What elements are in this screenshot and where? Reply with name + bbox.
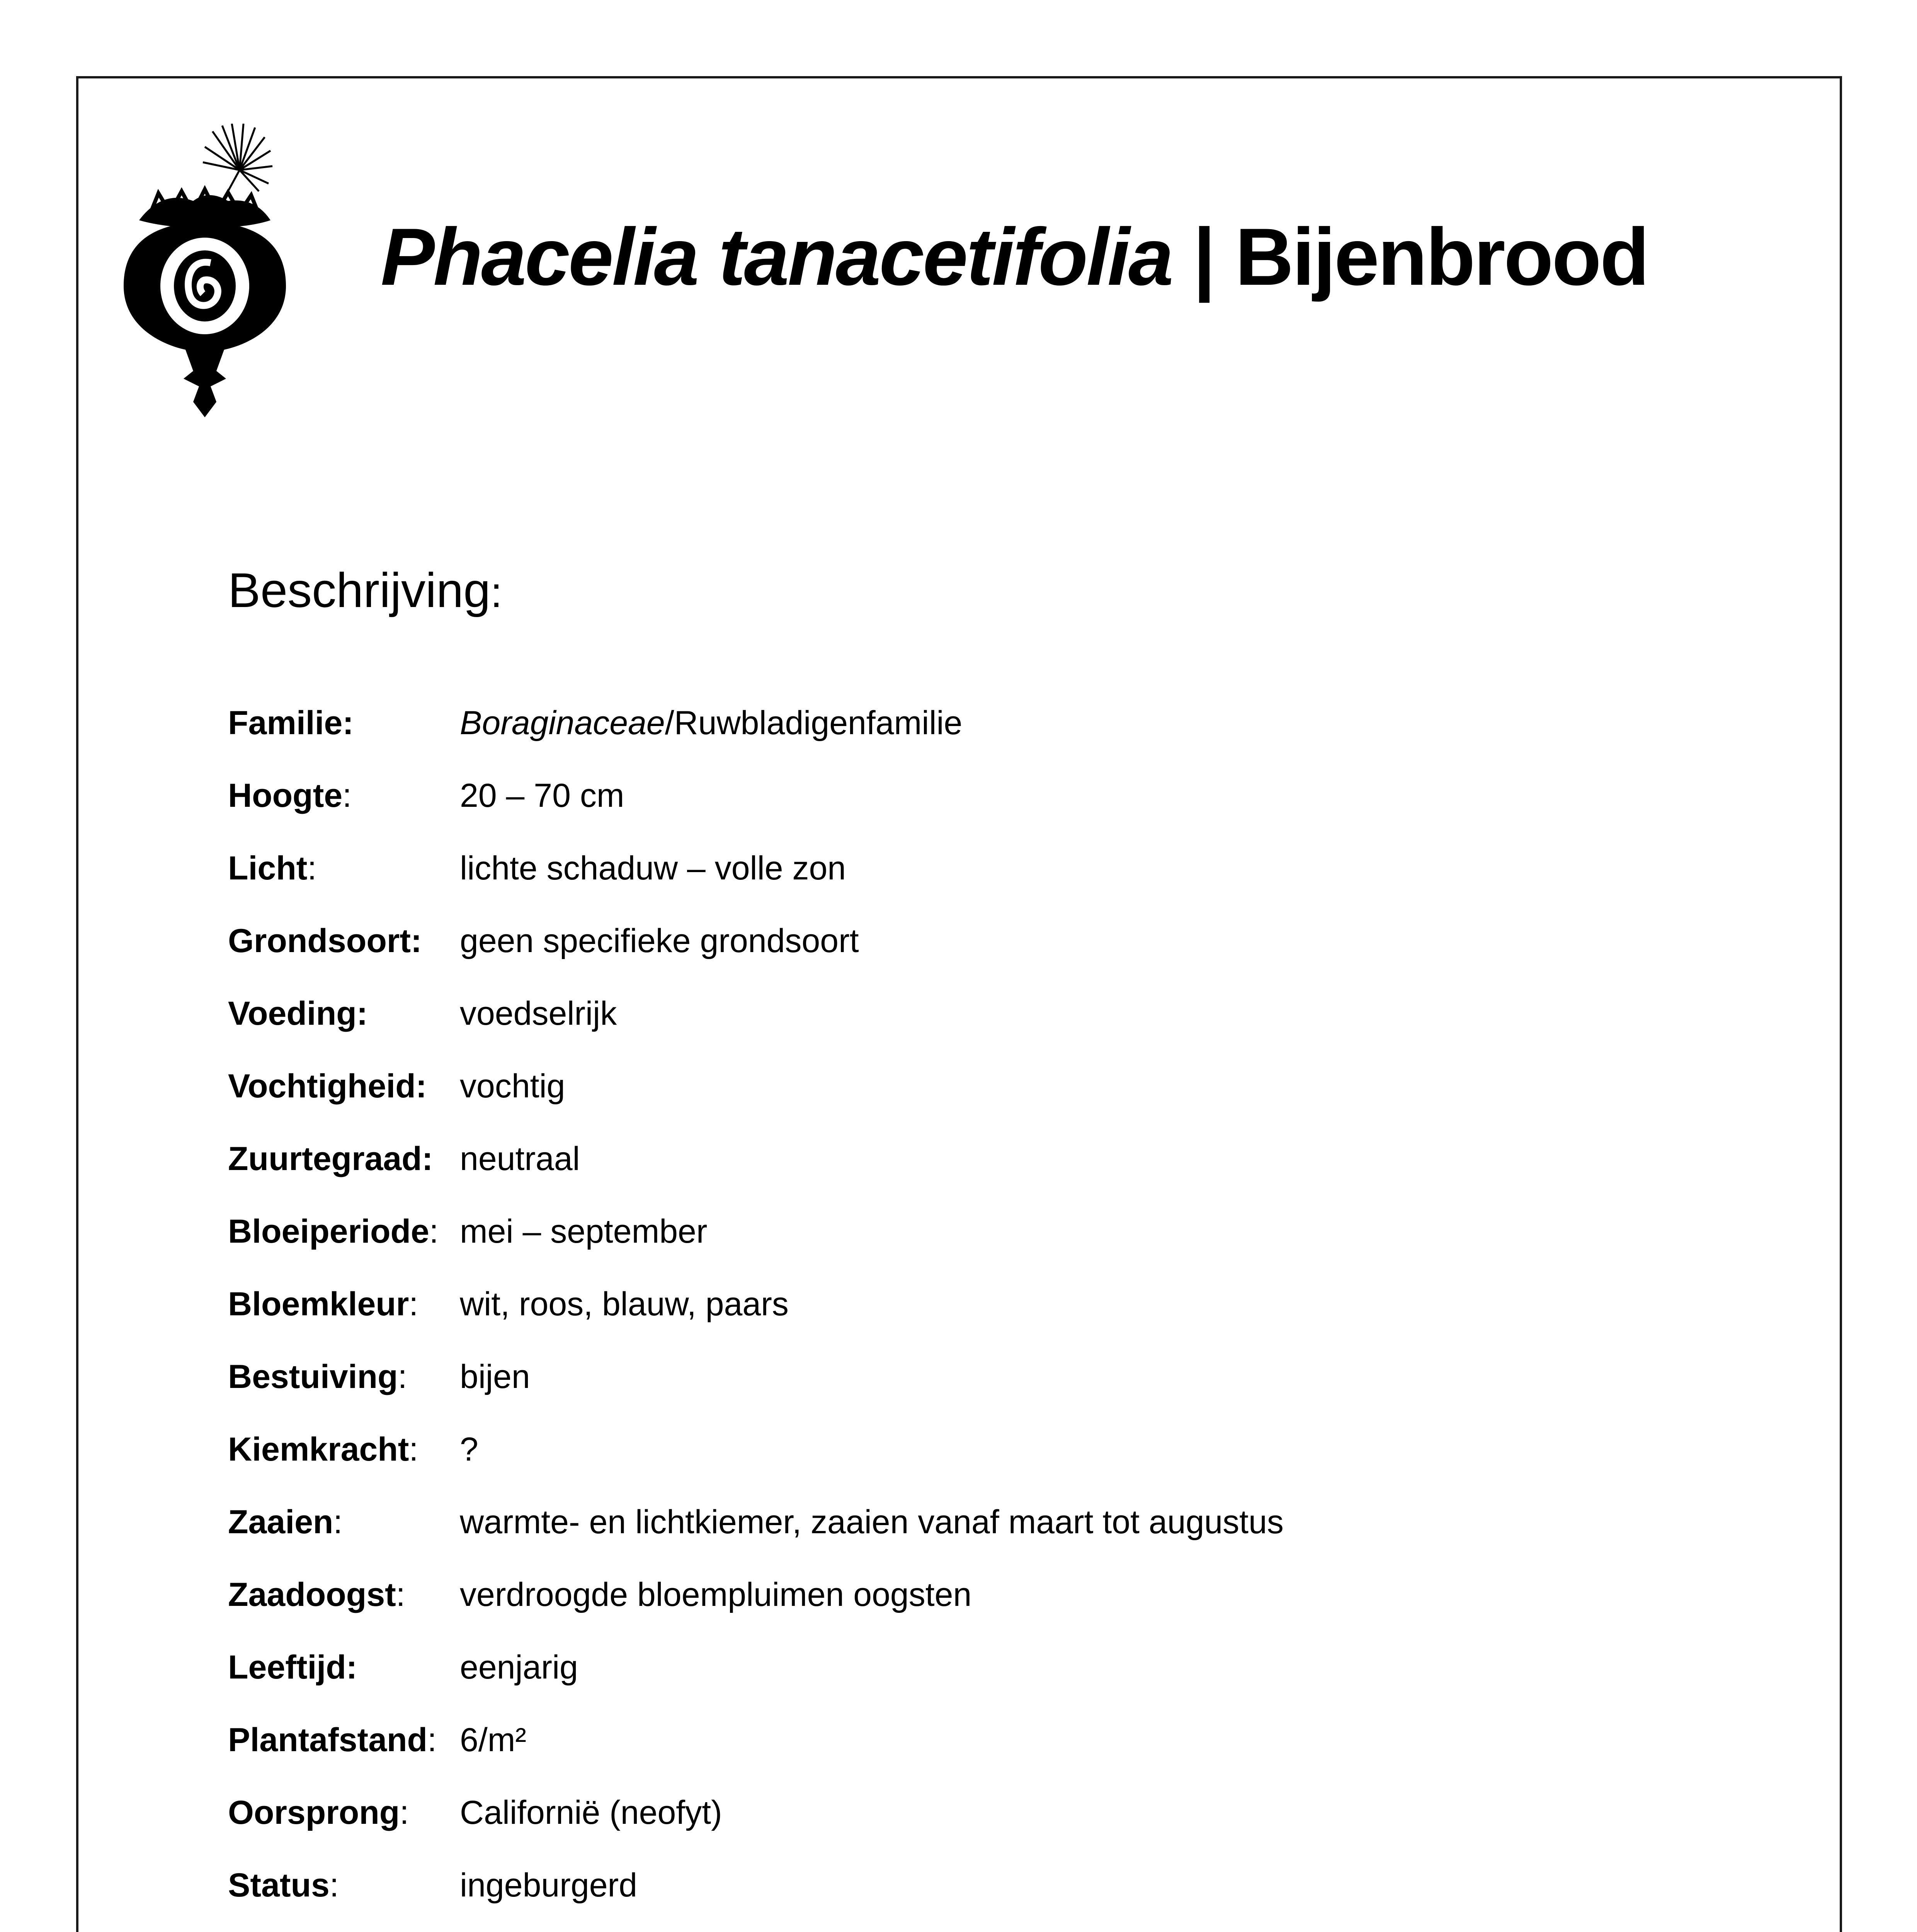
description-row xyxy=(228,1356,1696,1429)
description-row xyxy=(228,775,1696,848)
row-value xyxy=(460,920,859,962)
description-row xyxy=(228,702,1696,775)
section-heading-colon: : xyxy=(490,569,502,616)
page-title xyxy=(381,211,1648,302)
row-label-text: Oorsprong xyxy=(228,1794,400,1831)
row-value xyxy=(460,1211,708,1253)
row-value xyxy=(460,1647,578,1689)
row-value xyxy=(460,1138,580,1180)
row-label-text: Status xyxy=(228,1867,330,1904)
row-label-text: Zuurtegraad xyxy=(228,1140,422,1177)
row-label xyxy=(228,1429,418,1471)
row-value-text: eenjarig xyxy=(460,1649,578,1686)
row-label xyxy=(228,848,316,889)
row-value-text: voedselrijk xyxy=(460,995,617,1032)
row-label-text: Leeftijd xyxy=(228,1649,346,1686)
row-value-text: neutraal xyxy=(460,1140,580,1177)
row-label-colon: : xyxy=(342,704,354,742)
row-value-italic: Boraginaceae xyxy=(460,704,665,742)
row-label-text: Hoogte xyxy=(228,777,343,814)
row-label-text: Plantafstand xyxy=(228,1721,428,1759)
row-value xyxy=(460,848,846,889)
description-list xyxy=(228,702,1696,1932)
description-row xyxy=(228,1574,1696,1647)
row-label-text: Kiemkracht xyxy=(228,1431,409,1468)
row-value xyxy=(460,1792,722,1834)
row-label-colon: : xyxy=(398,1358,407,1395)
row-value xyxy=(460,1356,530,1398)
row-value xyxy=(460,1284,789,1325)
row-value xyxy=(460,1574,971,1616)
row-label-text: Vochtigheid xyxy=(228,1068,416,1105)
row-label-text: Licht xyxy=(228,850,308,887)
row-label xyxy=(228,1574,405,1616)
row-label-colon: : xyxy=(409,1431,418,1468)
row-value-text: 20 – 70 cm xyxy=(460,777,624,814)
row-label-colon: : xyxy=(429,1213,439,1250)
row-value xyxy=(460,1502,1284,1543)
row-label-colon: : xyxy=(342,777,352,814)
row-value xyxy=(460,1066,565,1107)
row-value xyxy=(460,702,962,744)
description-row xyxy=(228,993,1696,1066)
row-label-text: Bloeiperiode xyxy=(228,1213,429,1250)
row-label-colon: : xyxy=(356,995,368,1032)
description-row xyxy=(228,1284,1696,1356)
row-label-text: Familie xyxy=(228,704,343,742)
row-value-text: /Ruwbladigenfamilie xyxy=(665,704,963,742)
row-label-colon: : xyxy=(307,850,317,887)
title-separator: | xyxy=(1172,211,1235,302)
row-value-text: mei – september xyxy=(460,1213,708,1250)
row-value-text: verdroogde bloempluimen oogsten xyxy=(460,1576,972,1613)
row-value xyxy=(460,993,617,1035)
row-value xyxy=(460,1429,478,1471)
description-row xyxy=(228,1429,1696,1502)
row-label-colon: : xyxy=(422,1140,433,1177)
description-row xyxy=(228,1865,1696,1932)
row-label xyxy=(228,1066,427,1107)
row-label xyxy=(228,1138,433,1180)
row-label-text: Grondsoort xyxy=(228,922,411,959)
scientific-name: Phacelia tanacetifolia xyxy=(381,211,1172,302)
row-label-colon: : xyxy=(346,1649,357,1686)
row-label-colon: : xyxy=(409,1286,418,1323)
row-label xyxy=(228,993,367,1035)
row-value xyxy=(460,1719,526,1761)
row-value-text: lichte schaduw – volle zon xyxy=(460,850,846,887)
description-row xyxy=(228,848,1696,920)
description-row xyxy=(228,1792,1696,1865)
row-label-colon: : xyxy=(410,922,422,959)
row-label xyxy=(228,920,422,962)
row-value xyxy=(460,1865,637,1906)
row-label-colon: : xyxy=(396,1576,405,1613)
description-row xyxy=(228,1647,1696,1719)
description-row xyxy=(228,1502,1696,1574)
row-label-text: Bloemkleur xyxy=(228,1286,409,1323)
row-value xyxy=(460,775,624,817)
row-label xyxy=(228,1792,409,1834)
row-label-colon: : xyxy=(333,1503,343,1541)
row-label xyxy=(228,1719,437,1761)
row-label-text: Zaadoogst xyxy=(228,1576,396,1613)
description-row xyxy=(228,1719,1696,1792)
row-value-text: wit, roos, blauw, paars xyxy=(460,1286,789,1323)
poppy-logo-icon xyxy=(116,124,294,417)
row-label-text: Voeding xyxy=(228,995,357,1032)
row-value-text: geen specifieke grondsoort xyxy=(460,922,859,959)
row-value-text: vochtig xyxy=(460,1068,565,1105)
row-label xyxy=(228,1502,342,1543)
row-value-text: ingeburgerd xyxy=(460,1867,638,1904)
description-row xyxy=(228,920,1696,993)
row-label-colon: : xyxy=(427,1721,437,1759)
row-value-text: Californië (neofyt) xyxy=(460,1794,722,1831)
description-row xyxy=(228,1138,1696,1211)
description-row xyxy=(228,1211,1696,1284)
row-label-text: Zaaien xyxy=(228,1503,333,1541)
row-label xyxy=(228,702,354,744)
section-heading xyxy=(228,563,502,617)
row-label-text: Bestuiving xyxy=(228,1358,398,1395)
description-row xyxy=(228,1066,1696,1138)
row-value-text: bijen xyxy=(460,1358,530,1395)
row-value-text: 6/m² xyxy=(460,1721,526,1759)
row-value-text: ? xyxy=(460,1431,478,1468)
row-label xyxy=(228,775,352,817)
row-label xyxy=(228,1356,407,1398)
row-value-text: warmte- en lichtkiemer, zaaien vanaf maart tot augustus xyxy=(460,1503,1284,1541)
common-name: Bijenbrood xyxy=(1235,211,1648,302)
row-label xyxy=(228,1211,439,1253)
row-label-colon: : xyxy=(329,1867,339,1904)
row-label-colon: : xyxy=(400,1794,409,1831)
row-label xyxy=(228,1284,418,1325)
row-label-colon: : xyxy=(415,1068,427,1105)
row-label xyxy=(228,1647,357,1689)
row-label xyxy=(228,1865,339,1906)
section-heading-label: Beschrijving xyxy=(228,563,491,617)
